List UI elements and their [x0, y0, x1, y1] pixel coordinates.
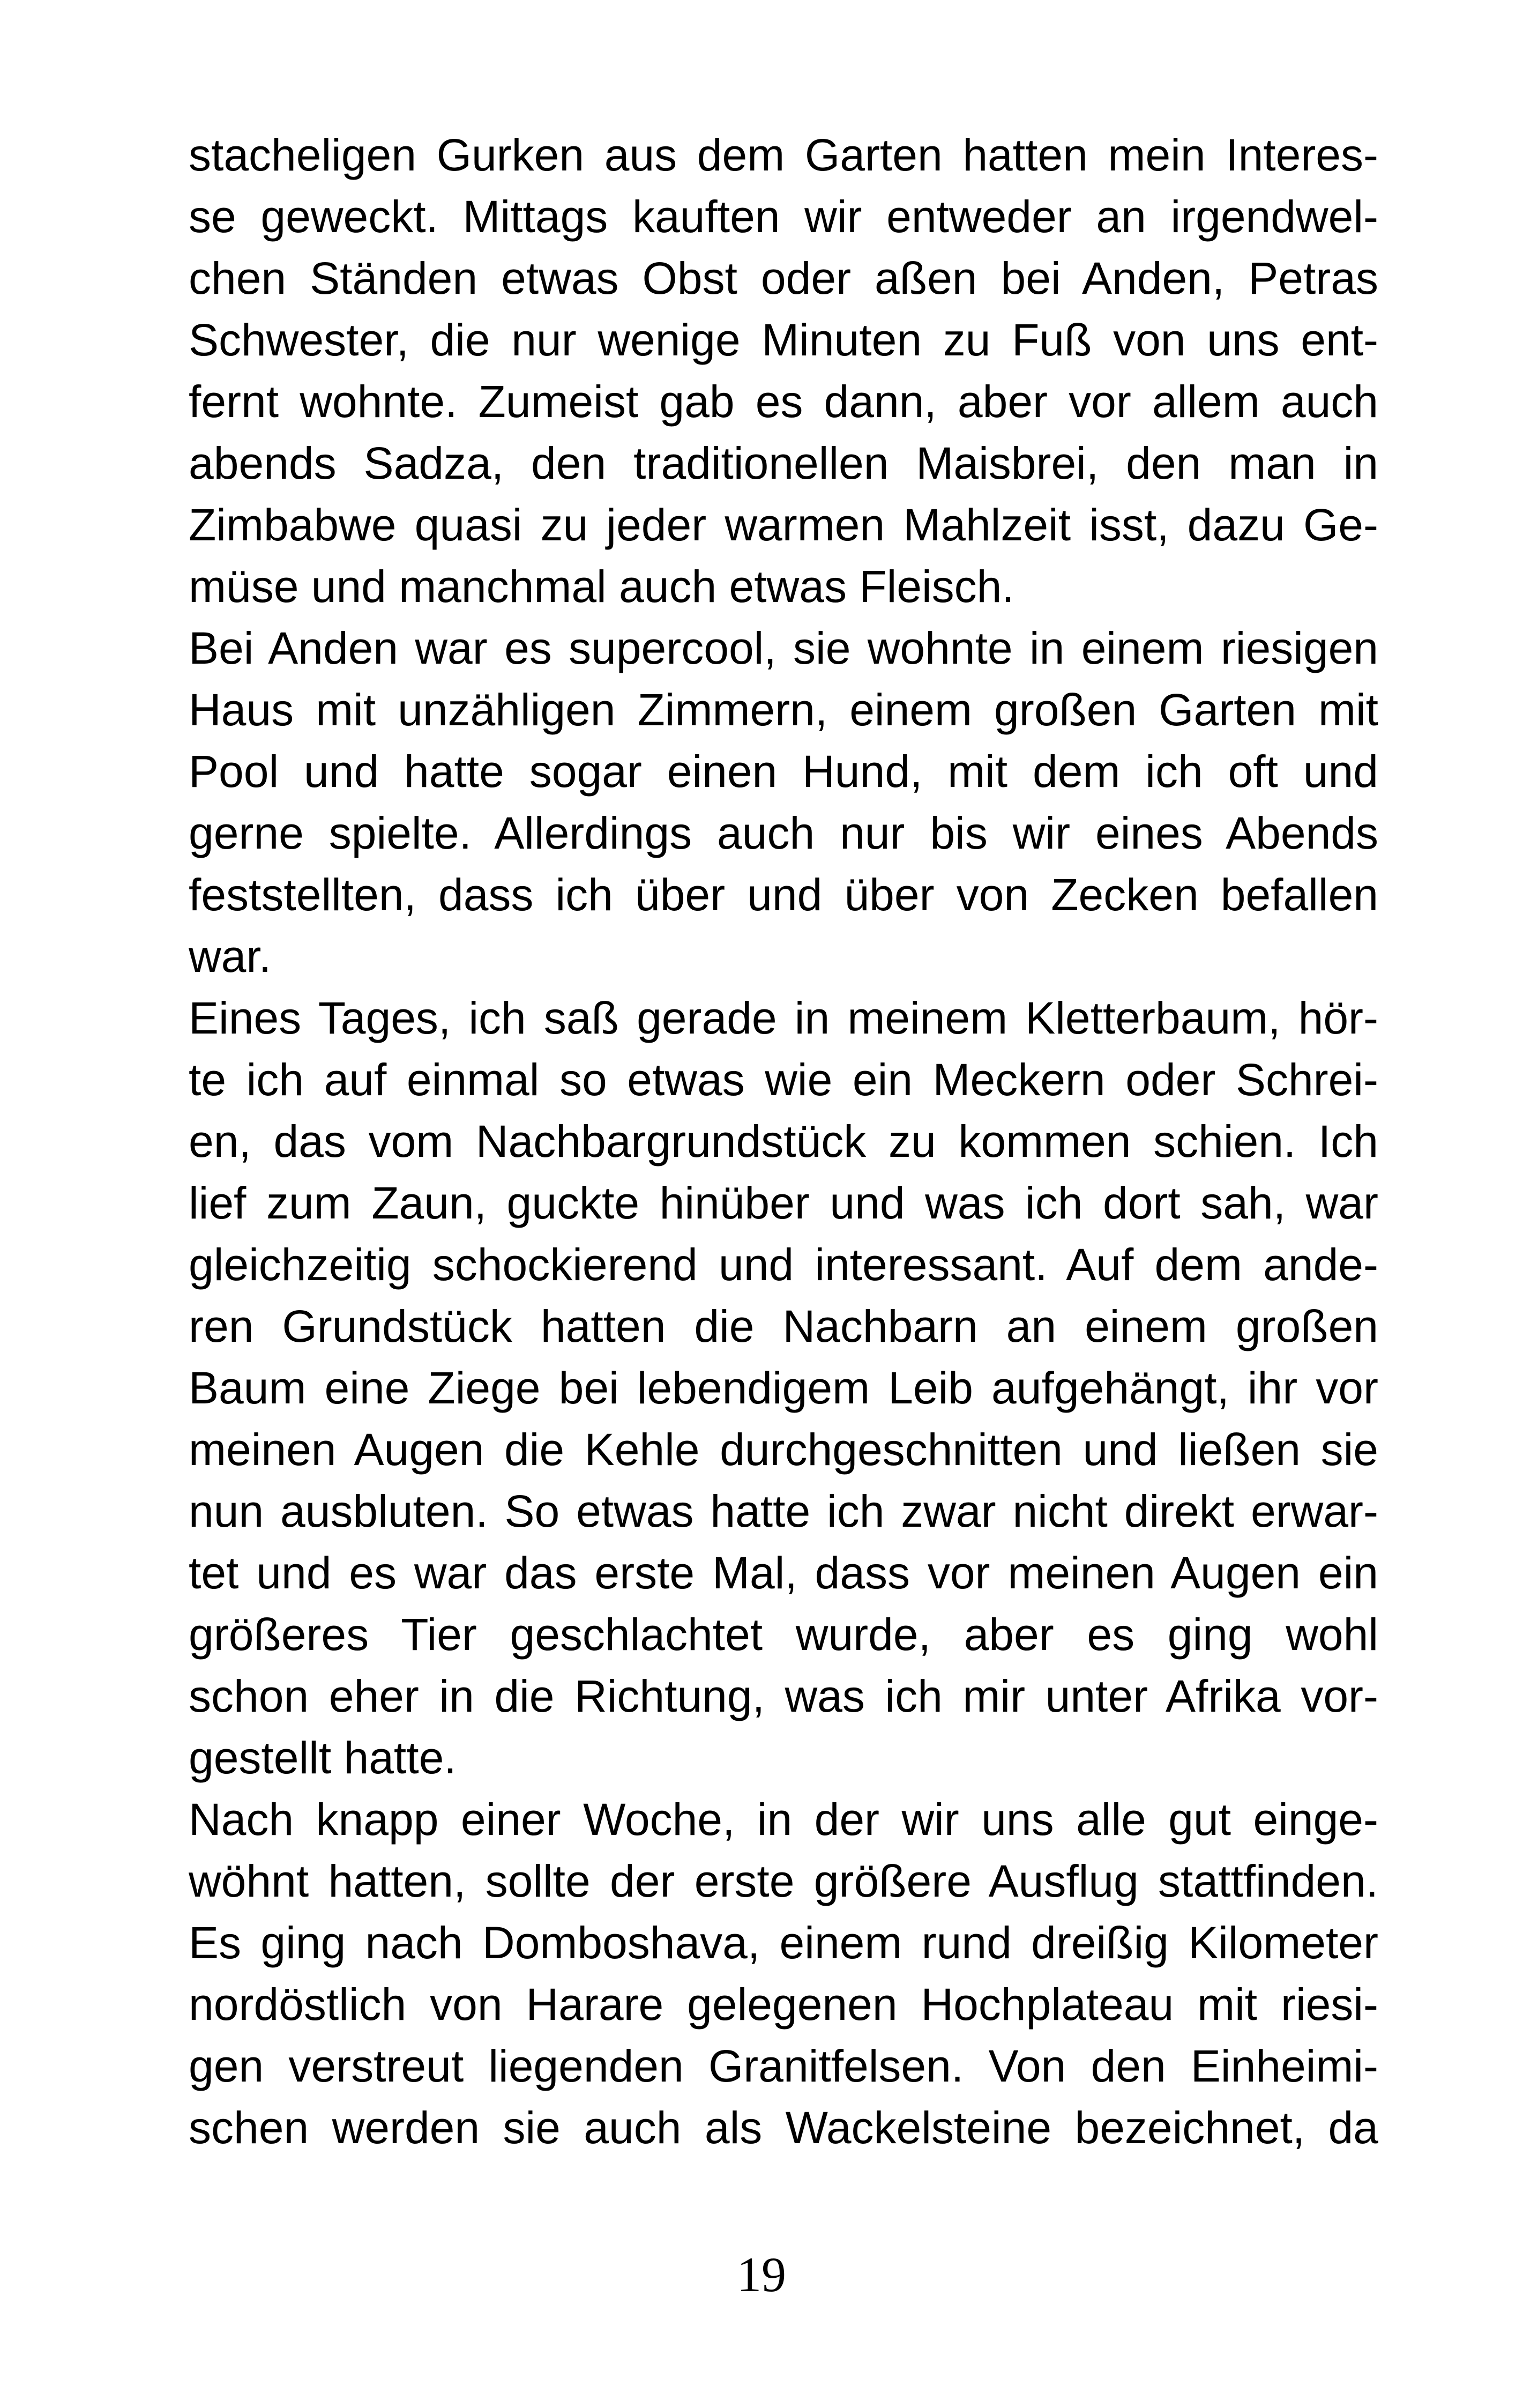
text-line: gleichzeitig schockierend und interessant. Auf dem ande-: [189, 1239, 1378, 1290]
text-line: ren Grundstück hatten die Nachbarn an einem großen: [189, 1301, 1378, 1351]
text-line: Es ging nach Domboshava, einem rund dreißig Kilometer: [189, 1918, 1378, 1968]
paragraph-2: [189, 618, 1378, 987]
text-line: gerne spielte. Allerdings auch nur bis wir eines Abends: [189, 808, 1378, 858]
text-line: war.: [189, 931, 272, 982]
text-line: Baum eine Ziege bei lebendigem Leib aufgehängt, ihr vor: [189, 1363, 1378, 1413]
text-line: Zimbabwe quasi zu jeder warmen Mahlzeit isst, dazu Ge-: [189, 500, 1378, 550]
text-line: Pool und hatte sogar einen Hund, mit dem ich oft und: [189, 746, 1378, 797]
text-line: größeres Tier geschlachtet wurde, aber es ging wohl: [189, 1609, 1378, 1660]
text-line: gen verstreut liegenden Granitfelsen. Von den Einheimi-: [189, 2041, 1378, 2091]
text-line: fernt wohnte. Zumeist gab es dann, aber vor allem auch: [189, 376, 1378, 427]
text-line: nun ausbluten. So etwas hatte ich zwar nicht direkt erwar-: [189, 1486, 1378, 1536]
paragraph-3: [189, 987, 1378, 1789]
text-line: Nach knapp einer Woche, in der wir uns alle gut einge-: [189, 1794, 1378, 1845]
page-number: 19: [737, 2247, 786, 2302]
text-line: chen Ständen etwas Obst oder aßen bei Anden, Petras: [189, 253, 1378, 303]
text-line: müse und manchmal auch etwas Fleisch.: [189, 561, 1014, 612]
text-line: Schwester, die nur wenige Minuten zu Fuß von uns ent-: [189, 315, 1378, 365]
text-line: se geweckt. Mittags kauften wir entweder an irgendwel-: [189, 191, 1378, 242]
text-line: schon eher in die Richtung, was ich mir unter Afrika vor-: [189, 1671, 1378, 1721]
text-line: abends Sadza, den traditionellen Maisbrei, den man in: [189, 438, 1378, 488]
text-line: Eines Tages, ich saß gerade in meinem Kletterbaum, hör-: [189, 993, 1378, 1043]
text-line: feststellten, dass ich über und über von Zecken befallen: [189, 869, 1378, 920]
text-line: stacheligen Gurken aus dem Garten hatten mein Interes-: [189, 130, 1378, 180]
text-line: meinen Augen die Kehle durchgeschnitten und ließen sie: [189, 1424, 1378, 1475]
text-line: te ich auf einmal so etwas wie ein Meckern oder Schrei-: [189, 1054, 1378, 1105]
text-line: en, das vom Nachbargrundstück zu kommen schien. Ich: [189, 1116, 1378, 1166]
paragraph-1: [189, 124, 1378, 618]
body-text: [189, 124, 1378, 2159]
paragraph-4: [189, 1789, 1378, 2159]
text-line: tet und es war das erste Mal, dass vor meinen Augen ein: [189, 1548, 1378, 1598]
text-line: Haus mit unzähligen Zimmern, einem großen Garten mit: [189, 685, 1378, 735]
text-line: nordöstlich von Harare gelegenen Hochplateau mit riesi-: [189, 1979, 1378, 2030]
text-line: schen werden sie auch als Wackelsteine bezeichnet, da: [189, 2102, 1378, 2153]
text-line: Bei Anden war es supercool, sie wohnte in einem riesigen: [189, 623, 1378, 673]
text-line: wöhnt hatten, sollte der erste größere Ausflug stattfinden.: [189, 1856, 1378, 1906]
text-line: lief zum Zaun, guckte hinüber und was ich dort sah, war: [189, 1178, 1378, 1228]
text-line: gestellt hatte.: [189, 1733, 457, 1783]
